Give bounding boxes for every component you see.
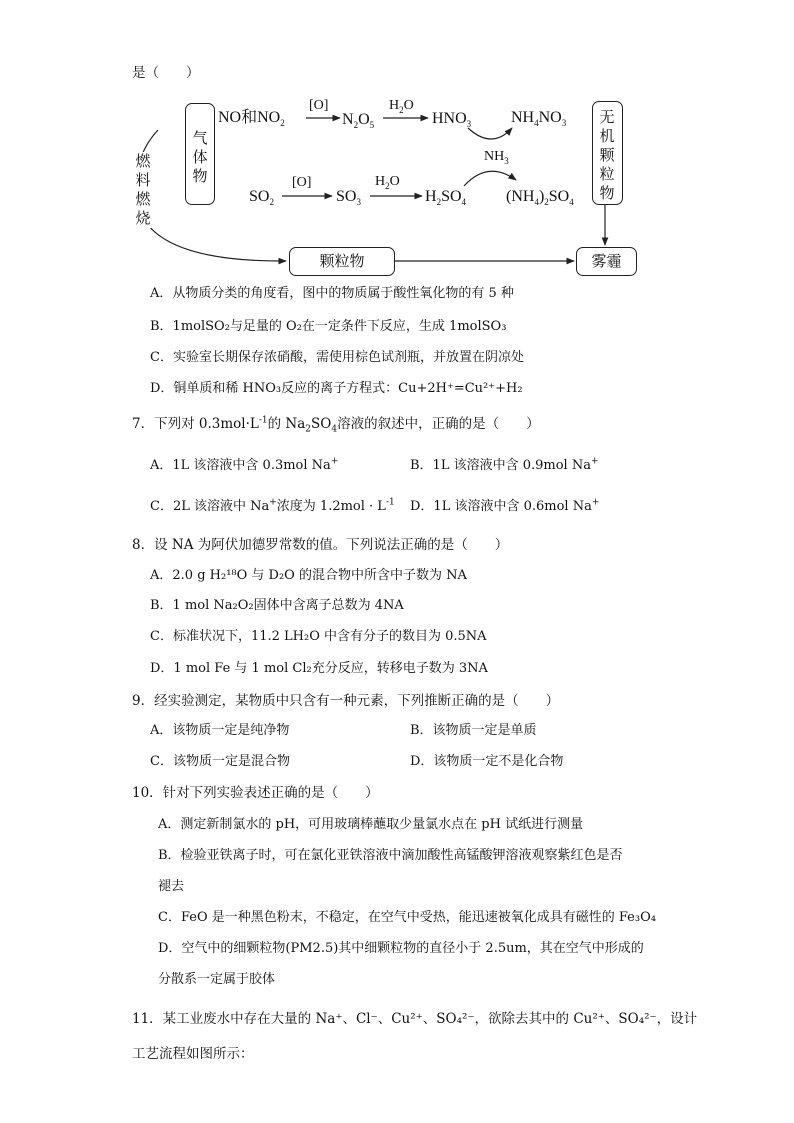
q10-option-d-line1: D．空气中的细颗粒物(PM2.5)其中细颗粒物的直径小于 2.5um，其在空气中形成的 <box>158 941 644 956</box>
gas-box-label: 气体物 <box>192 129 208 185</box>
q10-option-b-line1: B．检验亚铁离子时，可在氯化亚铁溶液中滴加酸性高锰酸钾溶液观察紫红色是否 <box>158 848 623 863</box>
q9-option-a: A．该物质一定是纯净物 <box>150 723 290 738</box>
q8-option-c: C．标准状况下，11.2 LH₂O 中含有分子的数目为 0.5NA <box>150 629 487 644</box>
q7-option-d: D．1L 该溶液中含 0.6mol Na+ <box>410 497 600 514</box>
inorganic-box <box>592 101 623 205</box>
row1-h2o-label: $H_2O$ <box>389 98 414 115</box>
q9-option-d: D．该物质一定不是化合物 <box>410 754 564 769</box>
row1-no-no2: NO和$NO_2$ <box>218 109 285 129</box>
row2-o-label: [O] <box>292 175 312 190</box>
particles-box-label: 颗粒物 <box>319 252 365 270</box>
gas-box <box>185 103 215 205</box>
q10-option-b-line2: 褪去 <box>158 879 185 894</box>
particles-box <box>289 247 395 276</box>
diagram-lines <box>0 0 794 300</box>
q10-option-d-line2: 分散系一定属于胶体 <box>158 972 276 987</box>
q9-stem: 9．经实验测定，某物质中只含有一种元素，下列推断正确的是（ ） <box>132 693 560 709</box>
q7-option-c: C．2L 该溶液中 Na+浓度为 $1.2mol \cdot L^{-1}$ <box>150 497 395 514</box>
row2-h2o-label: $H_2O$ <box>375 174 400 191</box>
q9-option-b: B．该物质一定是单质 <box>410 723 537 738</box>
q7-option-a: A．1L 该溶液中含 0.3mol Na+ <box>150 456 339 473</box>
fuel-label: 燃料燃烧 <box>133 152 153 228</box>
q9-option-c: C．该物质一定是混合物 <box>150 754 290 769</box>
q10-option-c: C．FeO 是一种黑色粉末，不稳定，在空气中受热，能迅速被氧化成具有磁性的 Fe₃O₄ <box>158 910 656 925</box>
q6-option-b: B．1molSO₂与足量的 O₂在一定条件下反应，生成 1molSO₃ <box>150 319 507 334</box>
q10-option-a: A．测定新制氯水的 pH，可用玻璃棒蘸取少量氯水点在 pH 试纸进行测量 <box>158 817 584 832</box>
q6-option-d: D．铜单质和稀 HNO₃反应的离子方程式：Cu+2H⁺=Cu²⁺+H₂ <box>150 381 523 396</box>
row1-o-label: [O] <box>309 98 329 113</box>
q7-option-b: B．1L 该溶液中含 0.9mol Na+ <box>410 456 599 473</box>
q6-option-a: A．从物质分类的角度看，图中的物质属于酸性氧化物的有 5 种 <box>150 286 514 301</box>
row2-nh4-2so4: $(NH_4)_2SO_4$ <box>506 188 574 208</box>
row1-hno3: $HNO_3$ <box>432 110 472 130</box>
q7-stem: 7．下列对 $0.3mol\cdot L^{-1}$的 $Na_2SO_4$溶液的叙述中，正确的是（ ） <box>132 415 540 435</box>
row2-so2: $SO_2$ <box>249 188 274 208</box>
intro-text: 是（ ） <box>132 65 200 81</box>
row2-h2so4: $H_2SO_4$ <box>425 188 467 208</box>
q10-stem: 10．针对下列实验表述正确的是（ ） <box>132 785 379 801</box>
q8-stem: 8．设 NA 为阿伏加德罗常数的值。下列说法正确的是（ ） <box>132 537 509 553</box>
q6-option-c: C．实验室长期保存浓硝酸，需使用棕色试剂瓶，并放置在阴凉处 <box>150 350 524 365</box>
haze-box-label: 雾霾 <box>591 252 622 270</box>
row1-nh4no3: $NH_4NO_3$ <box>511 109 567 129</box>
q11-stem: 11．某工业废水中存在大量的 Na⁺、Cl⁻、Cu²⁺、SO₄²⁻，欲除去其中的 Cu²⁺、SO₄²⁻，设计 <box>132 1011 698 1027</box>
row2-nh3-label: $NH_3$ <box>484 149 509 166</box>
q11-stem-line2: 工艺流程如图所示： <box>132 1046 254 1062</box>
q8-option-b: B．1 mol Na₂O₂固体中含离子总数为 4NA <box>150 598 404 613</box>
row1-n2o5: $N_2O_5$ <box>342 111 375 131</box>
row2-so3: $SO_3$ <box>336 188 361 208</box>
inorganic-box-label: 无机颗粒物 <box>599 108 615 202</box>
q8-option-d: D．1 mol Fe 与 1 mol Cl₂充分反应，转移电子数为 3NA <box>150 661 488 676</box>
q8-option-a: A．2.0 g H₂¹⁸O 与 D₂O 的混合物中所含中子数为 NA <box>150 568 467 583</box>
haze-box <box>576 247 637 276</box>
